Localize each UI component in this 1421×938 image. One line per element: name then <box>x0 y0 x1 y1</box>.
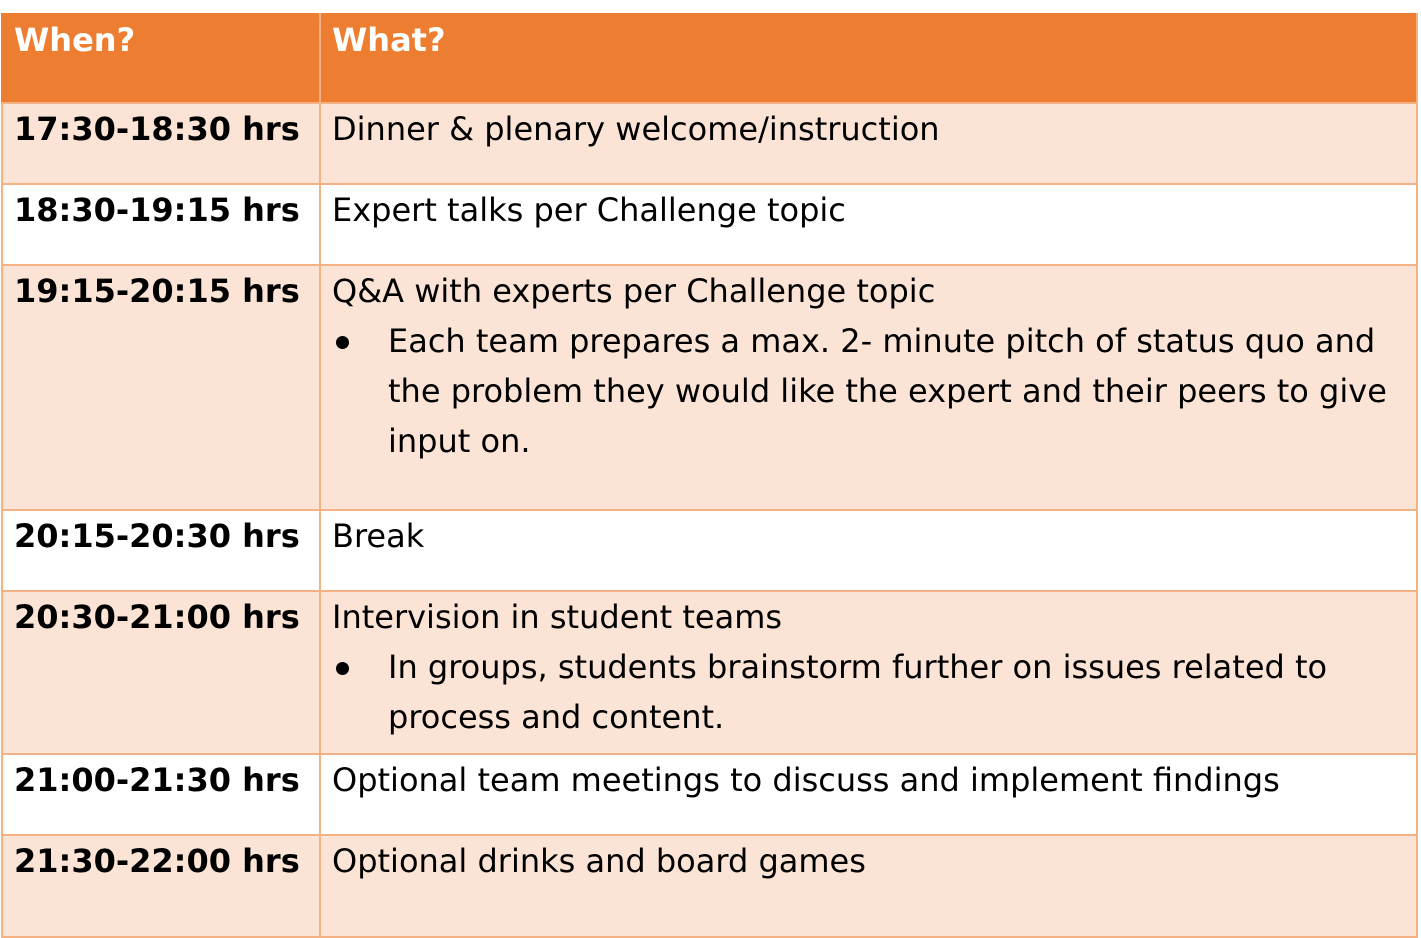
bullet-list <box>332 642 1408 742</box>
row-activity <box>320 103 1417 184</box>
row-activity-title: Dinner & plenary welcome/instruction <box>332 110 940 148</box>
row-time: 20:15-20:30 hrs <box>2 510 320 591</box>
bullet-dot-icon <box>336 662 349 675</box>
header-what: What? <box>320 14 1417 104</box>
row-time: 21:30-22:00 hrs <box>2 835 320 937</box>
row-activity-title: Optional team meetings to discuss and implement findings <box>332 761 1280 799</box>
bullet-text: In groups, students brainstorm further on issues related to process and content. <box>388 648 1328 736</box>
row-time: 21:00-21:30 hrs <box>2 754 320 835</box>
row-activity <box>320 184 1417 265</box>
row-activity-title: Expert talks per Challenge topic <box>332 191 846 229</box>
table-row <box>2 184 1417 265</box>
table-row <box>2 510 1417 591</box>
bullet-item <box>332 316 1408 466</box>
row-activity <box>320 265 1417 510</box>
table-row <box>2 754 1417 835</box>
header-row <box>2 14 1417 104</box>
bullet-text: Each team prepares a max. 2- minute pitch of status quo and the problem they would like the expert and their peers to give input on. <box>388 322 1387 460</box>
row-activity <box>320 591 1417 754</box>
row-time: 19:15-20:15 hrs <box>2 265 320 510</box>
header-when: When? <box>2 14 320 104</box>
table-row <box>2 103 1417 184</box>
row-activity-title: Intervision in student teams <box>332 598 783 636</box>
row-activity <box>320 510 1417 591</box>
table-row <box>2 835 1417 937</box>
table-row <box>2 591 1417 754</box>
row-activity-title: Break <box>332 517 425 555</box>
bullet-item <box>332 642 1408 742</box>
row-activity <box>320 835 1417 937</box>
row-time: 17:30-18:30 hrs <box>2 103 320 184</box>
row-time: 20:30-21:00 hrs <box>2 591 320 754</box>
bullet-dot-icon <box>336 336 349 349</box>
table-row <box>2 265 1417 510</box>
bullet-list <box>332 316 1408 466</box>
row-activity-title: Q&A with experts per Challenge topic <box>332 272 936 310</box>
row-activity-title: Optional drinks and board games <box>332 842 866 880</box>
row-time: 18:30-19:15 hrs <box>2 184 320 265</box>
row-activity <box>320 754 1417 835</box>
schedule-table <box>1 13 1418 938</box>
